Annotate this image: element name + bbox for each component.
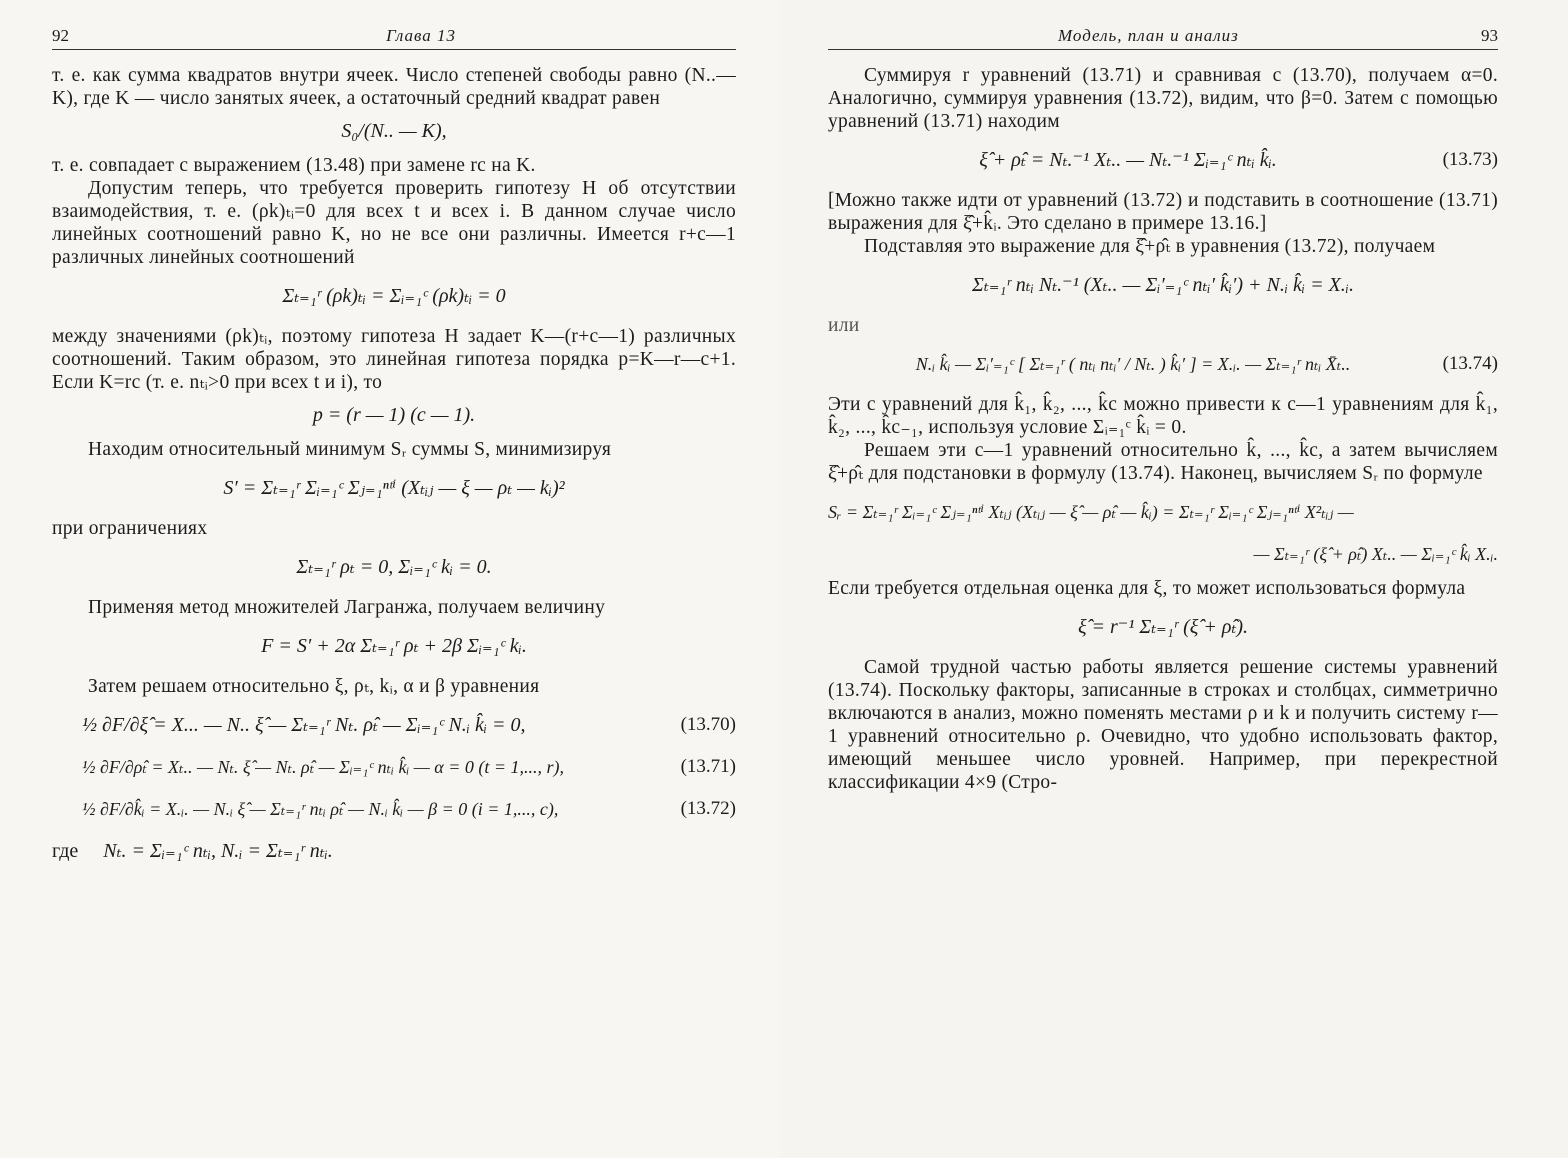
- left-formula-lagrange: F = S′ + 2α Σₜ₌₁ʳ ρₜ + 2β Σᵢ₌₁ᶜ kᵢ.: [261, 635, 527, 657]
- equation-body: N.ᵢ k̂ᵢ — Σᵢ′₌₁ᶜ [ Σₜ₌₁ʳ ( nₜᵢ nₜᵢ′ / Nₜ. ) k̂ᵢ′ ] = X.ᵢ. — Σₜ₌₁ʳ nₜᵢ X̄ₜ..: [915, 354, 1351, 374]
- equation-number: (13.70): [680, 714, 736, 735]
- left-formula-constraints: Σₜ₌₁ʳ ρₜ = 0, Σᵢ₌₁ᶜ kᵢ = 0.: [296, 556, 492, 578]
- left-formula-residual: S₀/(N.. — K),: [341, 120, 447, 142]
- left-page-number: 92: [52, 26, 69, 45]
- left-paragraph-6: при ограничениях: [52, 518, 208, 539]
- right-paragraph-4: или: [828, 315, 860, 336]
- equation-body: ½ ∂F/∂ξ̂ = X... — N.. ξ̂ — Σₜ₌₁ʳ Nₜ. ρ̂ₜ — Σᵢ₌₁ᶜ N.ᵢ k̂ᵢ = 0,: [82, 714, 526, 736]
- left-formula-where: [52, 838, 736, 864]
- left-page-header: [52, 26, 736, 50]
- right-page: [780, 0, 1568, 1158]
- left-paragraph-1: т. е. как сумма квадратов внутри ячеек. Число степеней свободы равно (N..—K), где K — число занятых ячеек, а остаточный средний квадрат равен: [52, 65, 736, 109]
- right-paragraph-3: Подставляя это выражение для ξ̂+ρ̂ₜ в уравнения (13.72), получаем: [864, 236, 1436, 257]
- right-paragraph-7: Если требуется отдельная оценка для ξ, то может использоваться формула: [828, 578, 1466, 599]
- left-page: [0, 0, 780, 1158]
- right-formula-sr-line2: — Σₜ₌₁ʳ (ξ̂ + ρ̂ₜ) Xₜ.. — Σᵢ₌₁ᶜ k̂ᵢ X.ᵢ.: [1253, 544, 1498, 564]
- right-formula-xi-estimate: ξ̂ = r⁻¹ Σₜ₌₁ʳ (ξ̂ + ρ̂ₜ).: [1077, 616, 1249, 638]
- equation-number: (13.73): [1442, 149, 1498, 170]
- right-page-number: 93: [1481, 26, 1498, 45]
- left-paragraph-3: Допустим теперь, что требуется проверить гипотезу H об отсутствии взаимодействия, т. е. (ρk)ₜᵢ=0 для всех t и всех i. В данном случае число линейных соотношений равно K, но не все они различны. Имеется r+c—1 различных линейных соотношений: [52, 178, 736, 268]
- equation-body: ½ ∂F/∂ρ̂ₜ = Xₜ.. — Nₜ. ξ̂ — Nₜ. ρ̂ₜ — Σᵢ₌₁ᶜ nₜᵢ k̂ᵢ — α = 0 (t = 1,..., r),: [82, 757, 565, 777]
- left-paragraph-7: Применяя метод множителей Лагранжа, получаем величину: [88, 597, 606, 618]
- equation-number: (13.74): [1442, 353, 1498, 374]
- left-chapter-title: Глава 13: [386, 26, 456, 45]
- equation-body: ½ ∂F/∂k̂ᵢ = X.ᵢ. — N.ᵢ ξ̂ — Σₜ₌₁ʳ nₜᵢ ρ̂ₜ — N.ᵢ k̂ᵢ — β = 0 (i = 1,..., c),: [82, 799, 559, 819]
- right-formula-sr-line1: Sᵣ = Σₜ₌₁ʳ Σᵢ₌₁ᶜ Σⱼ₌₁ⁿᵗⁱ Xₜᵢⱼ (Xₜᵢⱼ — ξ̂ — ρ̂ₜ — k̂ᵢ) = Σₜ₌₁ʳ Σᵢ₌₁ᶜ Σⱼ₌₁ⁿᵗⁱ X²ₜᵢⱼ —: [828, 502, 1354, 522]
- right-paragraph-8: Самой трудной частью работы является решение системы уравнений (13.74). Поскольку факторы, записанные в строках и столбцах, симметрично включаются в анализ, можно поменять местами ρ и k и получить систему r—1 уравнений относительно ρ. Очевидно, что удобно использовать фактор, имеющий меньшее число уровней. Например, при перекрестной классификации 4×9 (Стро-: [828, 657, 1498, 793]
- left-paragraph-2: т. е. совпадает с выражением (13.48) при замене rc на K.: [52, 155, 536, 176]
- right-header-title: Модель, план и анализ: [1058, 26, 1239, 45]
- equation-number: (13.71): [680, 756, 736, 777]
- left-equation-13-71: [52, 754, 736, 780]
- left-paragraph-5: Находим относительный минимум Sᵣ суммы S, минимизируя: [88, 439, 612, 460]
- left-formula-order: p = (r — 1) (c — 1).: [312, 404, 476, 426]
- right-paragraph-1: Суммируя r уравнений (13.71) и сравнивая с (13.70), получаем α=0. Аналогично, суммируя уравнения (13.72), видим, что β=0. Затем с помощью уравнений (13.71) находим: [828, 65, 1498, 132]
- left-paragraph-8: Затем решаем относительно ξ, ρₜ, kᵢ, α и β уравнения: [88, 676, 540, 697]
- right-formula-substitution: Σₜ₌₁ʳ nₜᵢ Nₜ.⁻¹ (Xₜ.. — Σᵢ′₌₁ᶜ nₜᵢ′ k̂ᵢ′) + N.ᵢ k̂ᵢ = X.ᵢ.: [972, 274, 1354, 296]
- right-page-header: [828, 26, 1498, 50]
- left-paragraph-4: между значениями (ρk)ₜᵢ, поэтому гипотеза H задает K—(r+c—1) различных соотношений. Таким образом, это линейная гипотеза порядка p=K—r—c+1. Если K=rc (т. е. nₜᵢ>0 при всех t и i), то: [52, 326, 736, 393]
- left-equation-13-72: [52, 796, 736, 822]
- right-equation-13-74: [828, 351, 1498, 377]
- right-equation-13-73: [828, 147, 1498, 173]
- where-label: где: [52, 840, 79, 862]
- right-paragraph-2: [Можно также идти от уравнений (13.72) и подставить в соотношение (13.71) выражения для ξ̂+k̂ᵢ. Это сделано в примере 13.16.]: [828, 190, 1498, 234]
- left-equation-13-70: [52, 712, 736, 738]
- right-paragraph-5: Эти c уравнений для k̂₁, k̂₂, ..., k̂c можно привести к c—1 уравнениям для k̂₁, k̂₂, ..., k̂c₋₁, используя условие Σᵢ₌₁ᶜ k̂ᵢ = 0.: [828, 394, 1498, 438]
- left-formula-s-prime: S′ = Σₜ₌₁ʳ Σᵢ₌₁ᶜ Σⱼ₌₁ⁿᵗⁱ (Xₜᵢⱼ — ξ — ρₜ — kᵢ)²: [223, 477, 565, 499]
- equation-body: ξ̂ + ρ̂ₜ = Nₜ.⁻¹ Xₜ.. — Nₜ.⁻¹ Σᵢ₌₁ᶜ nₜᵢ k̂ᵢ.: [979, 149, 1277, 171]
- right-paragraph-6: Решаем эти c—1 уравнений относительно k̂, ..., k̂c, а затем вычисляем ξ̂+ρ̂ₜ для подстановки в формулу (13.74). Наконец, вычисляем Sᵣ по формуле: [828, 440, 1498, 484]
- equation-number: (13.72): [680, 798, 736, 819]
- where-definitions: Nₜ. = Σᵢ₌₁ᶜ nₜᵢ, N.ᵢ = Σₜ₌₁ʳ nₜᵢ.: [103, 840, 333, 862]
- left-formula-relations: Σₜ₌₁ʳ (ρk)ₜᵢ = Σᵢ₌₁ᶜ (ρk)ₜᵢ = 0: [282, 285, 506, 307]
